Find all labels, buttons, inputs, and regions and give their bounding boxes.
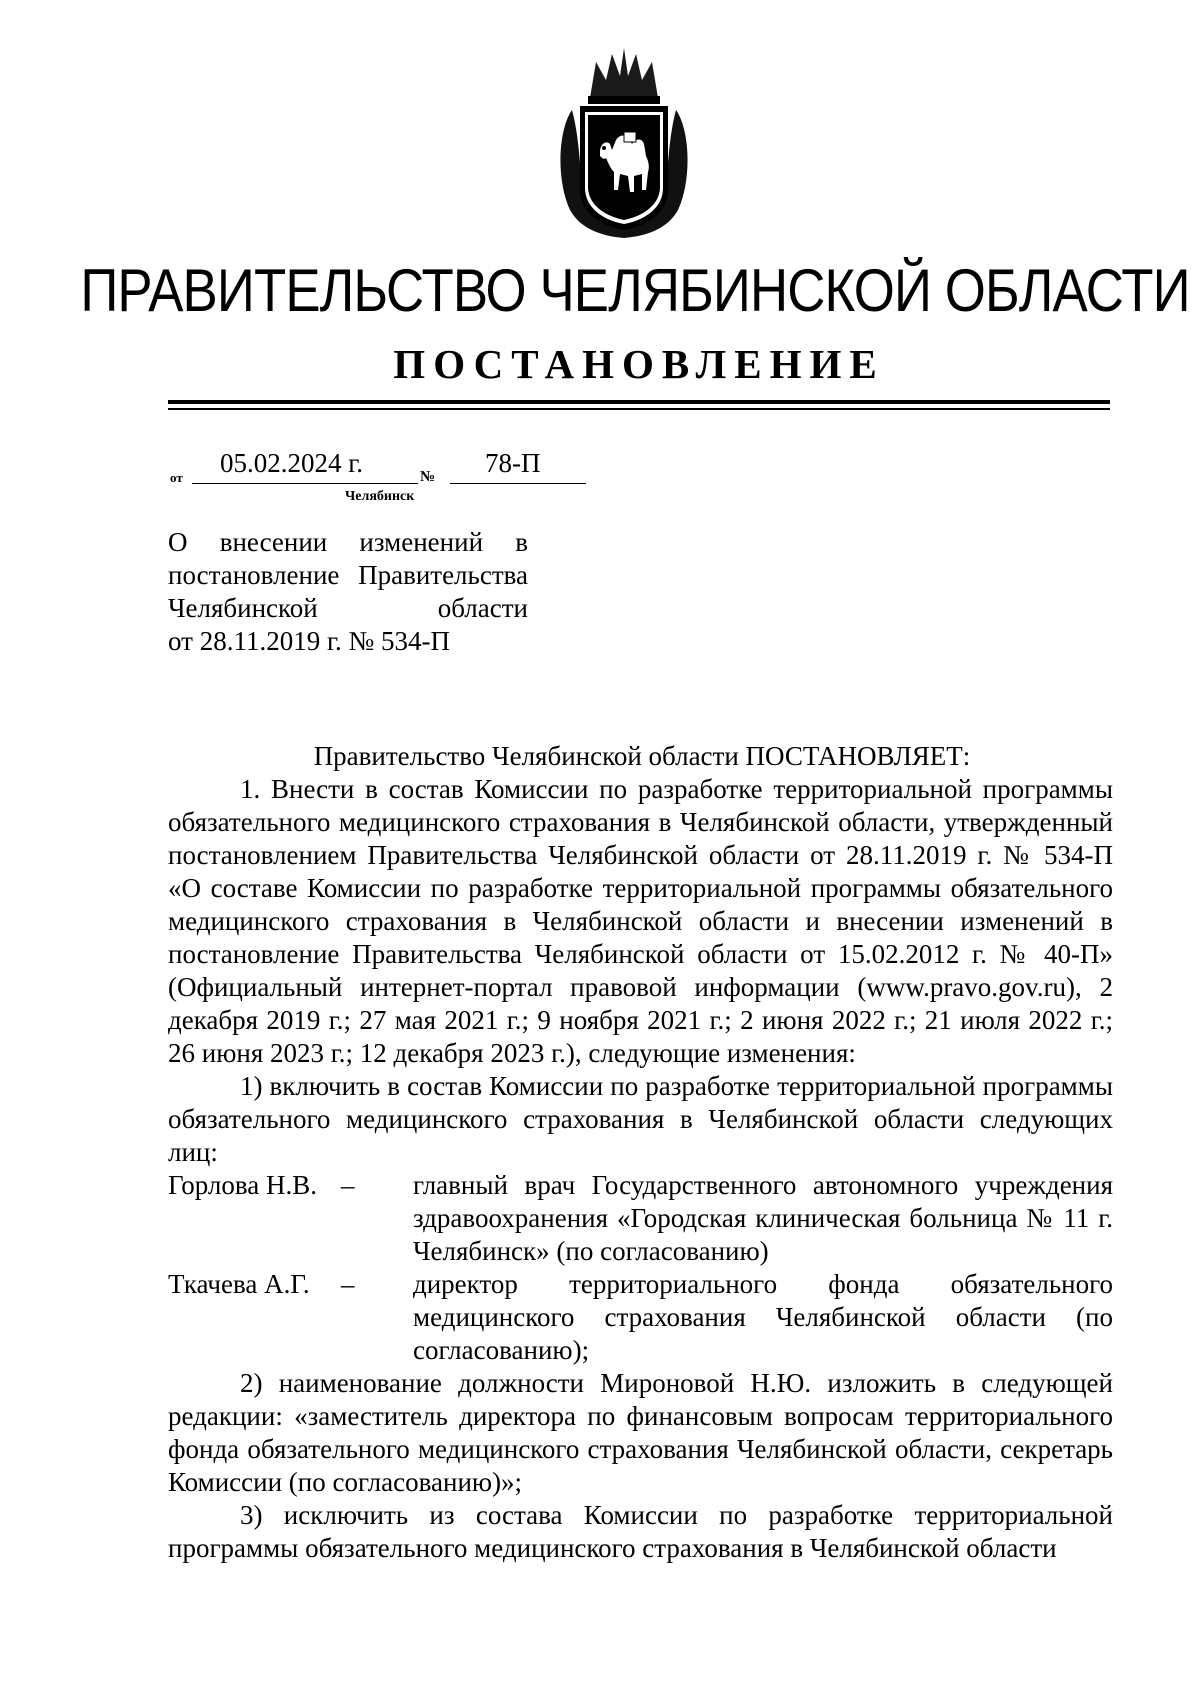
subject-line: О внесении изменений в xyxy=(168,527,528,557)
item-3: 3) исключить из состава Комиссии по разработке территориальной программы обязательного медицинского страхования в Челябинской области xyxy=(168,1500,1113,1563)
item-1: 1) включить в состав Комиссии по разработке территориальной программы обязательного медицинского страхования в Челябинской области следующих лиц: xyxy=(168,1071,1113,1167)
preamble: Правительство Челябинской области ПОСТАНОВЛЯЕТ: xyxy=(313,741,971,771)
paragraph-1: 1. Внести в состав Комиссии по разработке территориальной программы обязательного медицинского страхования в Челябинской области, утвержденный постановлением Правительства Челябинской области от 28.11.2019 г. № 534-П «О составе Комиссии по разработке территориальной программы обязательного медицинского страхования в Челябинской области и внесении изменений в постановление Правительства Челябинской области от 15.02.2012 г. № 40-П» (Официальный интернет-портал правовой информации (www.pravo.gov.ru), 2 декабря 2019 г.; 27 мая 2021 г.; 9 ноября 2021 г.; 2 июня 2022 г.; 21 июля 2022 г.; 26 июня 2023 г.; 12 декабря 2023 г.), следующие изменения: xyxy=(168,774,1113,1068)
date-prefix: от xyxy=(170,470,183,485)
chelyabinsk-coat-of-arms-icon xyxy=(550,40,698,240)
subject-line: от 28.11.2019 г. № 534-П xyxy=(168,626,450,656)
persons-list xyxy=(168,1169,1113,1367)
person-row xyxy=(168,1268,1113,1367)
person-dash: – xyxy=(341,1170,355,1200)
person-description: главный врач Государственного автономного учреждения здравоохранения «Городская клиническая больница № 11 г. Челябинск» (по согласованию) xyxy=(413,1170,1113,1266)
document-subject xyxy=(168,526,528,658)
header-divider-thin xyxy=(168,408,1110,410)
document-type: ПОСТАНОВЛЕНИЕ xyxy=(393,341,885,387)
person-row xyxy=(168,1169,1113,1268)
government-title: ПРАВИТЕЛЬСТВО ЧЕЛЯБИНСКОЙ ОБЛАСТИ xyxy=(80,257,1190,324)
person-description: директор территориального фонда обязательного медицинского страхования Челябинской области (по согласованию); xyxy=(413,1269,1113,1365)
number-underline xyxy=(450,483,586,484)
person-name: Горлова Н.В. xyxy=(168,1170,317,1200)
number-prefix: № xyxy=(420,469,436,485)
document-number: 78-П xyxy=(485,448,541,478)
subject-line: постановление Правительства xyxy=(168,560,528,590)
item-2: 2) наименование должности Мироновой Н.Ю. изложить в следующей редакции: «заместитель директора по финансовым вопросам территориального фонда обязательного медицинского страхования Челябинской области, секретарь Комиссии (по согласованию)»; xyxy=(168,1368,1113,1497)
subject-line: Челябинской области xyxy=(168,593,528,623)
person-name: Ткачева А.Г. xyxy=(168,1269,310,1299)
document-city: Челябинск xyxy=(345,489,415,504)
document-date: 05.02.2024 г. xyxy=(220,448,364,478)
header-divider-thick xyxy=(168,400,1110,404)
document-body xyxy=(168,740,1113,1565)
date-underline xyxy=(192,483,418,484)
person-dash: – xyxy=(341,1269,355,1299)
